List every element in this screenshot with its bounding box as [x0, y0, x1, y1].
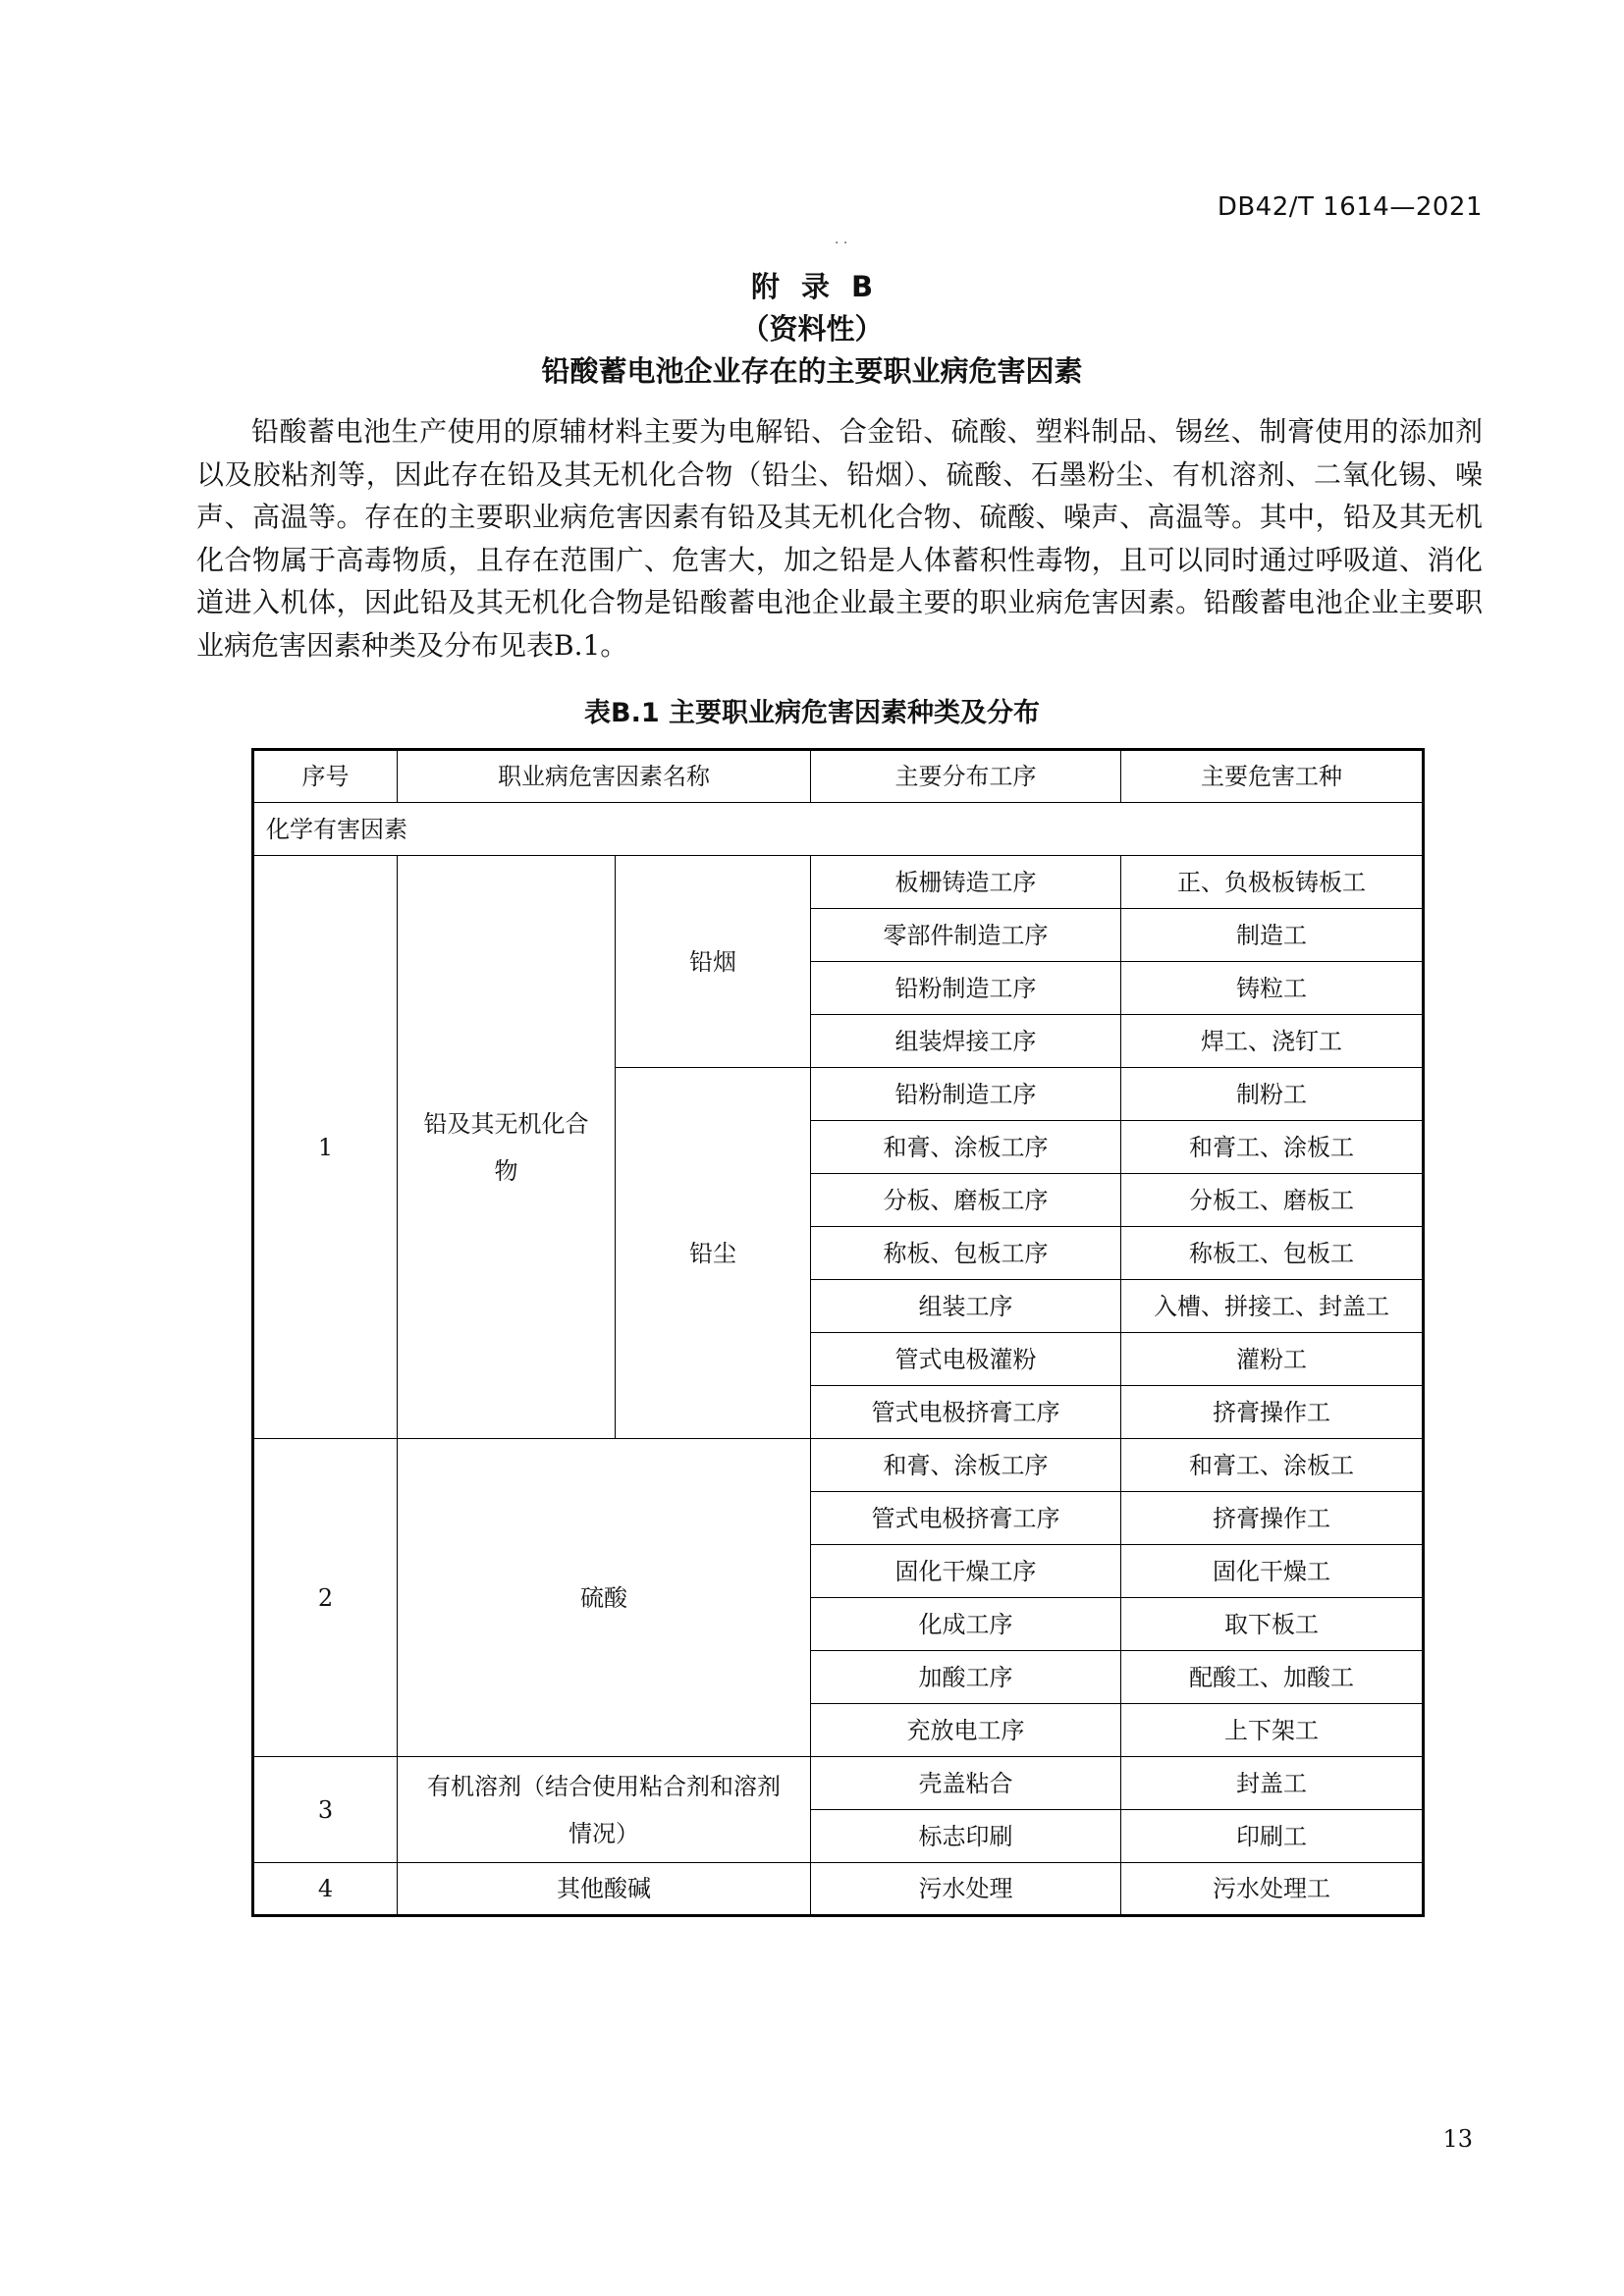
process-cell: 污水处理	[811, 1863, 1121, 1916]
seq-cell: 3	[253, 1757, 398, 1863]
header-worker: 主要危害工种	[1121, 750, 1424, 803]
header-dots: · ·	[835, 236, 848, 251]
category-row	[253, 803, 1424, 856]
worker-cell: 分板工、磨板工	[1121, 1174, 1424, 1227]
process-cell: 壳盖粘合	[811, 1757, 1121, 1810]
process-cell: 组装焊接工序	[811, 1015, 1121, 1068]
process-cell: 管式电极灌粉	[811, 1333, 1121, 1386]
hazard-name-cell: 铅及其无机化合物	[398, 856, 616, 1439]
category-label: 化学有害因素	[253, 803, 1424, 856]
process-cell: 铅粉制造工序	[811, 962, 1121, 1015]
document-code: DB42/T 1614—2021	[1217, 192, 1483, 222]
header-name: 职业病危害因素名称	[398, 750, 811, 803]
worker-cell: 铸粒工	[1121, 962, 1424, 1015]
process-cell: 充放电工序	[811, 1704, 1121, 1757]
worker-cell: 挤膏操作工	[1121, 1492, 1424, 1545]
seq-cell: 4	[253, 1863, 398, 1916]
worker-cell: 封盖工	[1121, 1757, 1424, 1810]
seq-cell: 2	[253, 1439, 398, 1757]
appendix-nature: （资料性）	[740, 312, 884, 346]
table-row	[253, 1757, 1424, 1810]
hazard-name-cell: 有机溶剂（结合使用粘合剂和溶剂情况）	[398, 1757, 811, 1863]
process-cell: 铅粉制造工序	[811, 1068, 1121, 1121]
table-row	[253, 856, 1424, 909]
sub-hazard-cell: 铅烟	[616, 856, 811, 1068]
hazard-name-cell: 其他酸碱	[398, 1863, 811, 1916]
process-cell: 标志印刷	[811, 1810, 1121, 1863]
process-cell: 固化干燥工序	[811, 1545, 1121, 1598]
seq-cell: 1	[253, 856, 398, 1439]
body-paragraph: 铅酸蓄电池生产使用的原辅材料主要为电解铅、合金铅、硫酸、塑料制品、锡丝、制膏使用的添加剂以及胶粘剂等，因此存在铅及其无机化合物（铅尘、铅烟）、硫酸、石墨粉尘、有机溶剂、二氧化锡、噪声、高温等。存在的主要职业病危害因素有铅及其无机化合物、硫酸、噪声、高温等。其中，铅及其无机化合物属于高毒物质，且存在范围广、危害大，加之铅是人体蓄积性毒物，且可以同时通过呼吸道、消化道进入机体，因此铅及其无机化合物是铅酸蓄电池企业最主要的职业病危害因素。铅酸蓄电池企业主要职业病危害因素种类及分布见表B.1。	[196, 415, 1483, 662]
worker-cell: 固化干燥工	[1121, 1545, 1424, 1598]
table-row	[253, 1439, 1424, 1492]
hazard-table	[251, 748, 1425, 1917]
header-process: 主要分布工序	[811, 750, 1121, 803]
process-cell: 分板、磨板工序	[811, 1174, 1121, 1227]
hazard-name-cell: 硫酸	[398, 1439, 811, 1757]
worker-cell: 制造工	[1121, 909, 1424, 962]
worker-cell: 入槽、拼接工、封盖工	[1121, 1280, 1424, 1333]
appendix-heading: 铅酸蓄电池企业存在的主要职业病危害因素	[541, 354, 1083, 388]
worker-cell: 取下板工	[1121, 1598, 1424, 1651]
worker-cell: 灌粉工	[1121, 1333, 1424, 1386]
process-cell: 管式电极挤膏工序	[811, 1492, 1121, 1545]
process-cell: 板栅铸造工序	[811, 856, 1121, 909]
table-row	[253, 1863, 1424, 1916]
process-cell: 和膏、涂板工序	[811, 1121, 1121, 1174]
process-cell: 和膏、涂板工序	[811, 1439, 1121, 1492]
worker-cell: 挤膏操作工	[1121, 1386, 1424, 1439]
worker-cell: 和膏工、涂板工	[1121, 1439, 1424, 1492]
worker-cell: 印刷工	[1121, 1810, 1424, 1863]
process-cell: 管式电极挤膏工序	[811, 1386, 1121, 1439]
process-cell: 零部件制造工序	[811, 909, 1121, 962]
worker-cell: 称板工、包板工	[1121, 1227, 1424, 1280]
page-number: 13	[1442, 2125, 1473, 2153]
process-cell: 组装工序	[811, 1280, 1121, 1333]
header-seq: 序号	[253, 750, 398, 803]
process-cell: 称板、包板工序	[811, 1227, 1121, 1280]
sub-hazard-cell: 铅尘	[616, 1068, 811, 1439]
worker-cell: 制粉工	[1121, 1068, 1424, 1121]
worker-cell: 配酸工、加酸工	[1121, 1651, 1424, 1704]
worker-cell: 污水处理工	[1121, 1863, 1424, 1916]
table-caption: 表B.1 主要职业病危害因素种类及分布	[583, 698, 1041, 728]
worker-cell: 焊工、浇钉工	[1121, 1015, 1424, 1068]
worker-cell: 正、负极板铸板工	[1121, 856, 1424, 909]
table-header-row	[253, 750, 1424, 803]
process-cell: 化成工序	[811, 1598, 1121, 1651]
appendix-title: 附录B	[750, 270, 895, 303]
process-cell: 加酸工序	[811, 1651, 1121, 1704]
worker-cell: 上下架工	[1121, 1704, 1424, 1757]
worker-cell: 和膏工、涂板工	[1121, 1121, 1424, 1174]
